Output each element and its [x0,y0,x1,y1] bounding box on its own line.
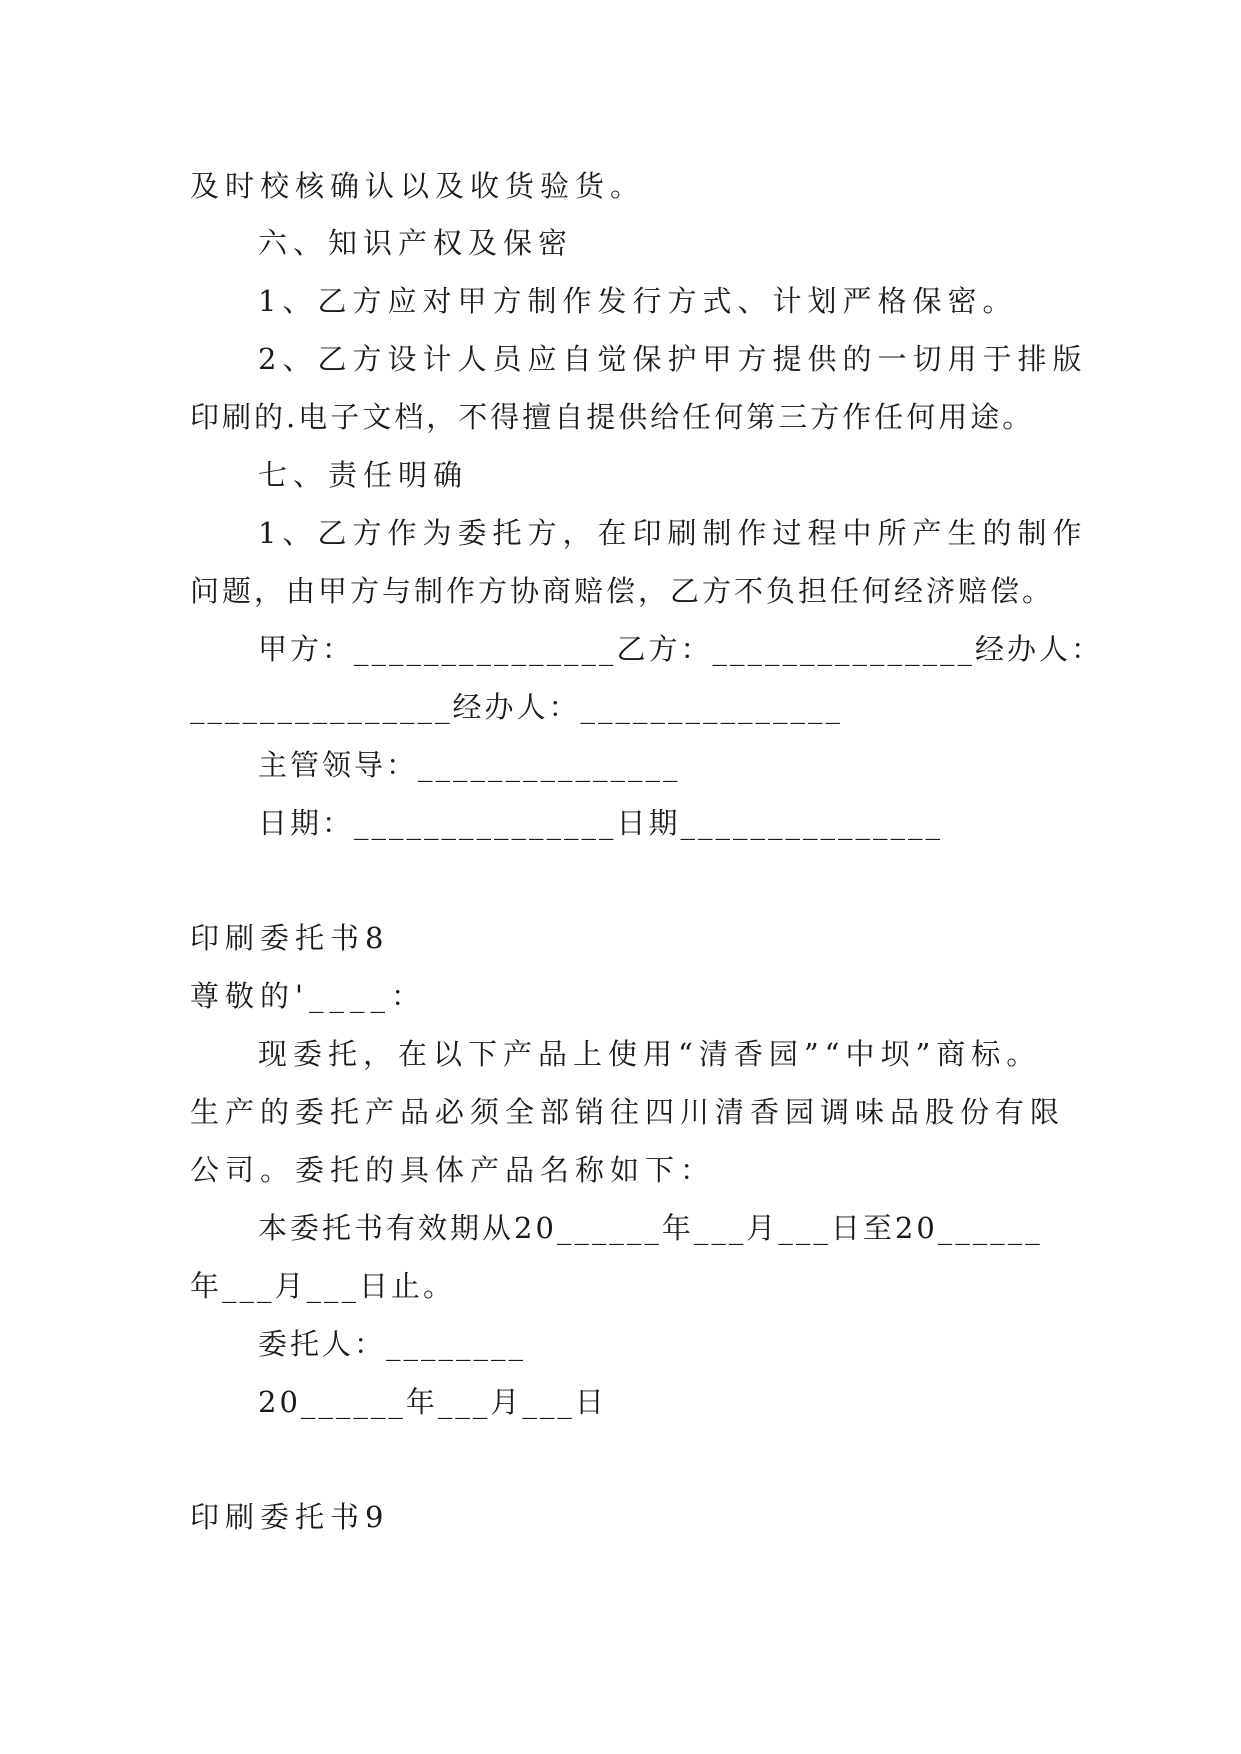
paragraph-line: 及时校核确认以及收货验货。 [190,169,646,203]
paragraph-line: 公司。委托的具体产品名称如下： [190,1153,716,1187]
signature-line: _______________经办人：_______________ [190,690,844,724]
paragraph-line: 1、乙方应对甲方制作发行方式、计划严格保密。 [258,284,1018,318]
salutation: 尊敬的'____： [190,979,426,1013]
document-title: 印刷委托书8 [190,921,390,955]
signature-line: 甲方：_______________乙方：_______________经办人： [258,632,1104,666]
signature-line: 委托人：________ [258,1327,527,1361]
signature-line: 主管领导：_______________ [258,748,681,782]
validity-line: 本委托书有效期从20______年___月___日至20______ [258,1211,1043,1245]
paragraph-line: 现委托，在以下产品上使用“清香园”“中坝”商标。 [258,1037,1042,1071]
paragraph-line: 2、乙方设计人员应自觉保护甲方提供的一切用于排版 [258,342,1088,376]
paragraph-line: 生产的委托产品必须全部销往四川清香园调味品股份有限 [190,1095,1066,1129]
paragraph-line: 问题，由甲方与制作方协商赔偿，乙方不负担任何经济赔偿。 [190,574,1055,608]
date-line: 日期：_______________日期_______________ [258,806,944,840]
section-heading: 七、责任明确 [258,458,469,492]
validity-line: 年___月___日止。 [190,1269,456,1303]
document-title: 印刷委托书9 [190,1500,390,1534]
paragraph-line: 印刷的.电子文档，不得擅自提供给任何第三方作任何用途。 [190,400,1035,434]
date-line: 20______年___月___日 [258,1385,607,1419]
section-heading: 六、知识产权及保密 [258,226,574,260]
paragraph-line: 1、乙方作为委托方，在印刷制作过程中所产生的制作 [258,516,1088,550]
